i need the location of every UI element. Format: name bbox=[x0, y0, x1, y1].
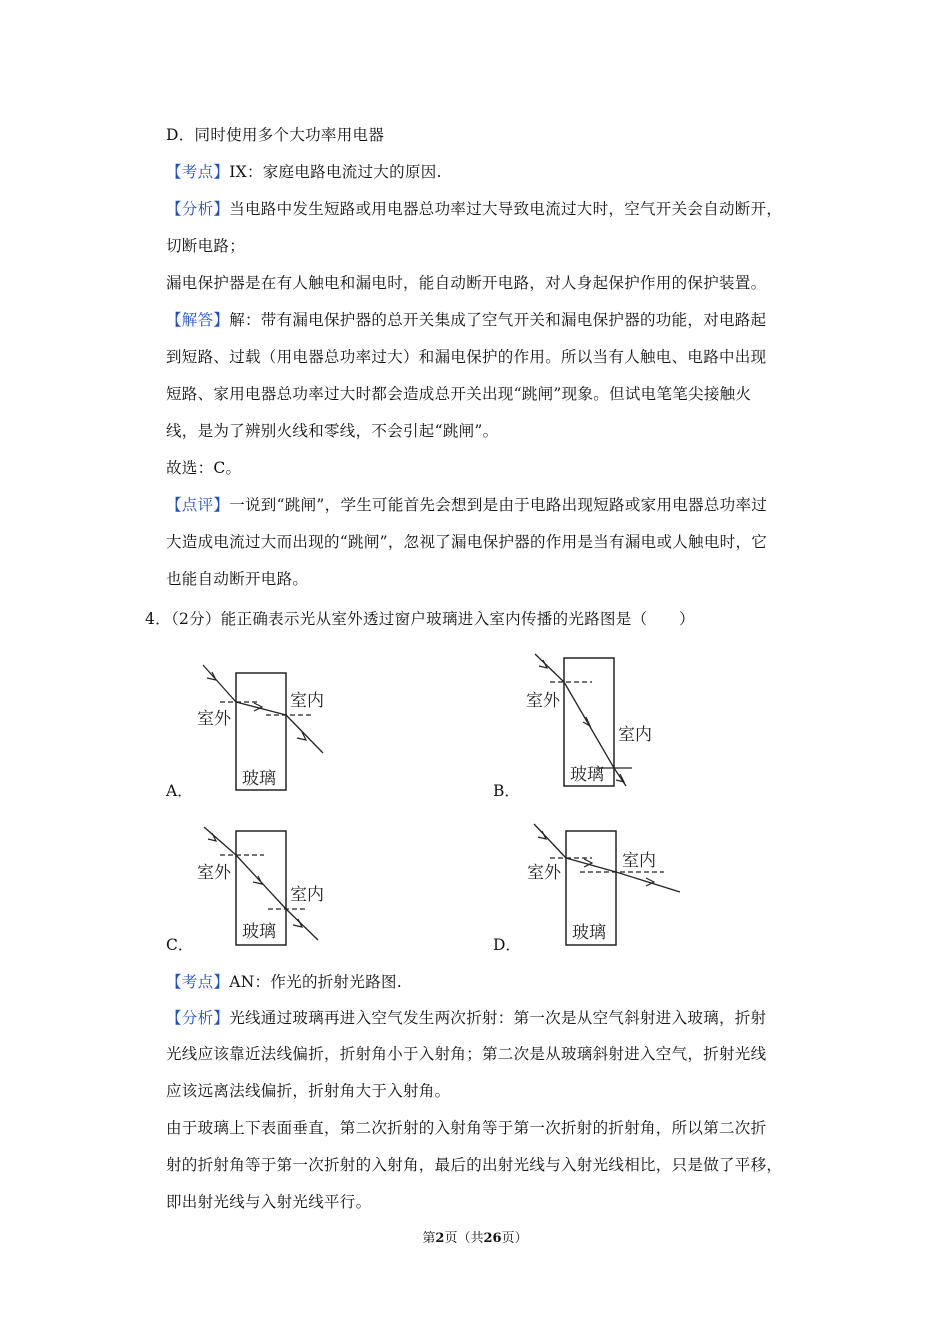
page-footer bbox=[0, 1227, 950, 1246]
fenxi-text: 光线通过玻璃再进入空气发生两次折射：第一次是从空气斜射进入玻璃，折射 bbox=[229, 1009, 767, 1027]
footer-pre: 第 bbox=[422, 1231, 436, 1246]
kaodian-text: AN：作光的折射光路图. bbox=[229, 973, 402, 991]
jieda-line: 线，是为了辨别火线和零线，不会引起“跳闸”。 bbox=[166, 422, 499, 440]
inside-label: 室内 bbox=[290, 691, 324, 711]
outside-label: 室外 bbox=[527, 863, 561, 883]
fenxi-line: 射的折射角等于第一次折射的入射角，最后的出射光线与入射光线相比，只是做了平移， bbox=[166, 1156, 783, 1174]
figure-c bbox=[190, 822, 340, 952]
footer-mid: 页（共 bbox=[444, 1231, 484, 1246]
dianping-row bbox=[166, 495, 767, 515]
glass-label: 玻璃 bbox=[570, 765, 604, 785]
inside-label: 室内 bbox=[618, 725, 652, 745]
option-d-label[interactable]: D． bbox=[493, 936, 521, 954]
kaodian-text: IX：家庭电路电流过大的原因. bbox=[229, 163, 442, 181]
inside-label: 室内 bbox=[290, 885, 324, 905]
fenxi-tag: 【分析】 bbox=[166, 200, 230, 218]
kaodian-tag: 【考点】 bbox=[166, 973, 230, 991]
jieda-line: 短路、家用电器总功率过大时都会造成总开关出现“跳闸”现象。但试电笔笔尖接触火 bbox=[166, 385, 752, 403]
fenxi-text: 当电路中发生短路或用电器总功率过大导致电流过大时，空气开关会自动断开， bbox=[229, 200, 783, 218]
option-d-text: D．同时使用多个大功率用电器 bbox=[166, 126, 385, 144]
outside-label: 室外 bbox=[197, 863, 231, 883]
fenxi-line: 即出射光线与入射光线平行。 bbox=[166, 1193, 372, 1211]
jieda-text: 解：带有漏电保护器的总开关集成了空气开关和漏电保护器的功能，对电路起 bbox=[229, 311, 767, 329]
dianping-line: 也能自动断开电路。 bbox=[166, 570, 309, 588]
fenxi-line: 漏电保护器是在有人触电和漏电时，能自动断开电路，对人身起保护作用的保护装置。 bbox=[166, 274, 767, 292]
footer-post: 页） bbox=[501, 1231, 528, 1246]
glass-label: 玻璃 bbox=[242, 922, 276, 942]
figure-a bbox=[190, 660, 340, 796]
answer-line: 故选：C。 bbox=[166, 459, 242, 477]
glass-label: 玻璃 bbox=[242, 769, 276, 789]
outside-label: 室外 bbox=[197, 709, 231, 729]
kaodian-tag: 【考点】 bbox=[166, 163, 230, 181]
option-c-label[interactable]: C． bbox=[166, 936, 194, 954]
jieda-tag: 【解答】 bbox=[166, 311, 230, 329]
q4-kaodian-row bbox=[166, 972, 402, 992]
jieda-row bbox=[166, 310, 766, 330]
question-4-stem: 4．（2分）能正确表示光从室外透过窗户玻璃进入室内传播的光路图是（ ） bbox=[145, 610, 695, 628]
jieda-line: 到短路、过载（用电器总功率过大）和漏电保护的作用。所以当有人触电、电路中出现 bbox=[166, 348, 767, 366]
q4-fenxi-row bbox=[166, 1008, 766, 1028]
fenxi-tag: 【分析】 bbox=[166, 1009, 230, 1027]
fenxi-row-1 bbox=[166, 199, 782, 219]
dianping-tag: 【点评】 bbox=[166, 496, 230, 514]
option-b-label[interactable]: B． bbox=[493, 782, 520, 800]
fenxi-line: 应该远离法线偏折，折射角大于入射角。 bbox=[166, 1082, 451, 1100]
dianping-text: 一说到“跳闸”，学生可能首先会想到是由于电路出现短路或家用电器总功率过 bbox=[229, 496, 768, 514]
fenxi-line: 由于玻璃上下表面垂直，第二次折射的入射角等于第一次折射的折射角，所以第二次折 bbox=[166, 1119, 767, 1137]
outside-label: 室外 bbox=[526, 691, 560, 711]
inside-label: 室内 bbox=[622, 851, 656, 871]
kaodian-row-1 bbox=[166, 162, 442, 182]
fenxi-line: 光线应该靠近法线偏折，折射角小于入射角；第二次是从玻璃斜射进入空气，折射光线 bbox=[166, 1045, 767, 1063]
fenxi-line: 切断电路； bbox=[166, 237, 246, 255]
current-page: 2 bbox=[435, 1231, 445, 1246]
dianping-line: 大造成电流过大而出现的“跳闸”，忽视了漏电保护器的作用是当有漏电或人触电时，它 bbox=[166, 533, 768, 551]
option-a-label[interactable]: A． bbox=[166, 782, 193, 800]
figure-b bbox=[520, 650, 670, 796]
figure-d bbox=[520, 820, 690, 952]
total-pages: 26 bbox=[483, 1231, 502, 1246]
glass-label: 玻璃 bbox=[572, 923, 606, 943]
